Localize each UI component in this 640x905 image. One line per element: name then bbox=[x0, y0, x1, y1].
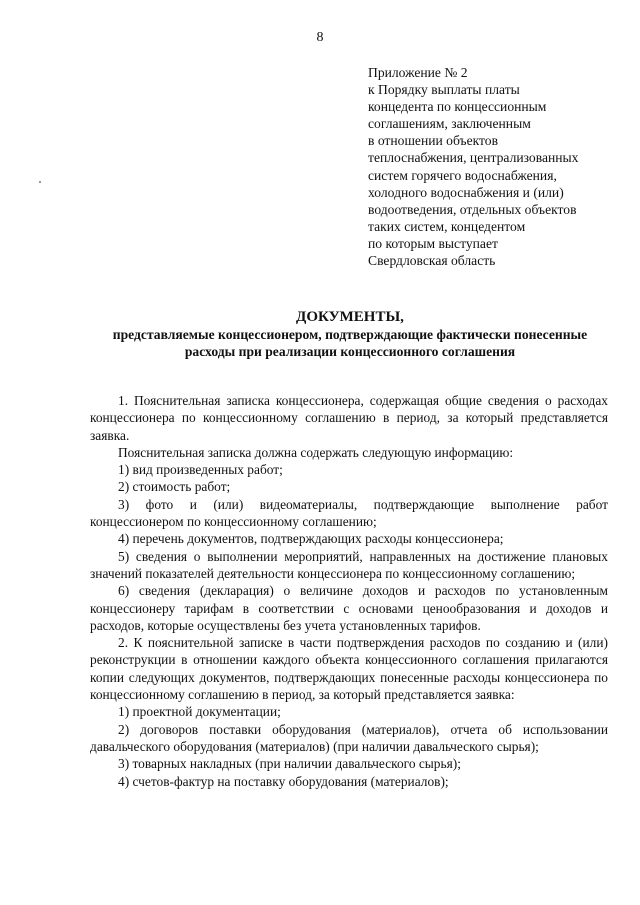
scan-speck bbox=[39, 181, 41, 183]
list-item: 4) перечень документов, подтверждающих расходы концессионера; bbox=[118, 531, 504, 547]
page-number: 8 bbox=[316, 30, 324, 45]
document-body bbox=[90, 392, 608, 790]
appendix-line: Свердловская область bbox=[368, 253, 496, 269]
appendix-line: теплоснабжения, централизованных bbox=[368, 150, 579, 166]
appendix-line: соглашениям, заключенным bbox=[368, 116, 531, 132]
appendix-line: водоотведения, отдельных объектов bbox=[368, 201, 577, 217]
paragraph: Пояснительная записка должна содержать следующую информацию: bbox=[118, 444, 514, 460]
list-item: 1) проектной документации; bbox=[118, 704, 281, 720]
title-sub-line: расходы при реализации концессионного соглашения bbox=[184, 344, 516, 359]
appendix-line: систем горячего водоснабжения, bbox=[368, 167, 557, 183]
list-item: 5) сведения о выполнении мероприятий, направленных на достижение плановых значений показателей деятельности концессионера по концессионному соглашению; bbox=[90, 548, 608, 581]
appendix-line: по которым выступает bbox=[368, 235, 498, 251]
list-item: 3) фото и (или) видеоматериалы, подтверждающие выполнение работ концессионером по концессионному соглашению; bbox=[90, 496, 608, 530]
appendix-line: таких систем, концедентом bbox=[368, 218, 526, 234]
appendix-header bbox=[368, 64, 628, 269]
list-item: 2) стоимость работ; bbox=[118, 479, 231, 495]
appendix-line: холодного водоснабжения и (или) bbox=[368, 184, 564, 200]
list-item: 1) вид произведенных работ; bbox=[118, 462, 283, 478]
list-item: 3) товарных накладных (при наличии давальческого сырья); bbox=[118, 756, 461, 772]
title-main: ДОКУМЕНТЫ, bbox=[296, 309, 404, 325]
appendix-line: к Порядку выплаты платы bbox=[368, 82, 520, 98]
list-item: 6) сведения (декларация) о величине доходов и расходов по установленным концессионеру тарифам в соответствии с основами ценообразования и доходов и расходов, которые осуществлены без учета установленных тарифов. bbox=[90, 583, 608, 633]
list-item: 4) счетов-фактур на поставку оборудования (материалов); bbox=[118, 773, 449, 789]
appendix-line: в отношении объектов bbox=[368, 133, 499, 149]
appendix-line: Приложение № 2 bbox=[368, 65, 468, 80]
title-sub-line: представляемые концессионером, подтверждающие фактически понесенные bbox=[112, 327, 588, 342]
paragraph: 2. К пояснительной записке в части подтверждения расходов по созданию и (или) реконструкции в отношении каждого объекта концессионного соглашения прилагаются копии следующих документов, подтверждающих понесенные расходы концессионера по концессионному соглашению в период, за который представляется заявка: bbox=[90, 635, 608, 703]
appendix-line: концедента по концессионным bbox=[368, 99, 547, 115]
document-title bbox=[60, 308, 640, 360]
list-item: 2) договоров поставки оборудования (материалов), отчета об использовании давальческого оборудования (материалов) (при наличии давальческого сырья); bbox=[90, 721, 608, 754]
paragraph: 1. Пояснительная записка концессионера, содержащая общие сведения о расходах концессионера по концессионному соглашению в период, за который представляется заявка. bbox=[90, 393, 608, 443]
